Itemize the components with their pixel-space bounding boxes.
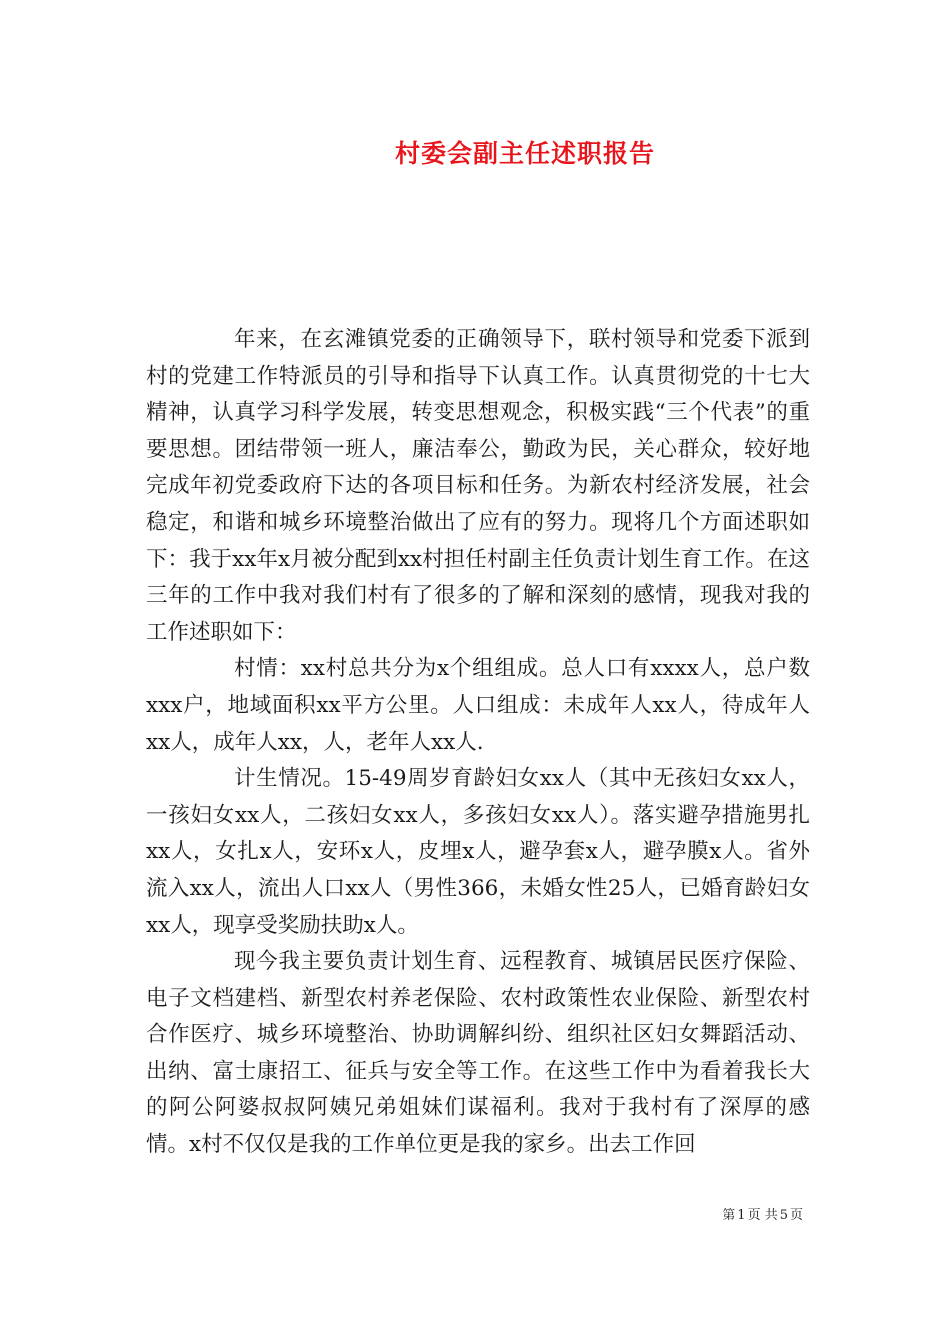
footer-suffix: 页: [789, 1208, 803, 1223]
footer-current-page: 1: [737, 1208, 746, 1223]
paragraph-family-planning: 计生情况。15-49周岁育龄妇女xx人（其中无孩妇女xx人，一孩妇女xx人，二孩妇女xx人，多孩妇女xx人）。落实避孕措施男扎xx人，女扎x人，安环x人，皮埋x人，避孕套x人，避孕膜x人。省外流入xx人，流出人口xx人（男性366，未婚女性25人，已婚育龄妇女xx人，现享受奖励扶助x人。: [146, 766, 810, 938]
footer-total-pages: 5: [779, 1208, 788, 1223]
paragraph-intro: 年来，在玄滩镇党委的正确领导下，联村领导和党委下派到村的党建工作特派员的引导和指导下认真工作。认真贯彻党的十七大精神，认真学习科学发展，转变思想观念，积极实践“三个代表”的重要思想。团结带领一班人，廉洁奉公，勤政为民，关心群众，较好地完成年初党委政府下达的各项目标和任务。为新农村经济发展，社会稳定，和谐和城乡环境整治做出了应有的努力。现将几个方面述职如下：我于xx年x月被分配到xx村担任村副主任负责计划生育工作。在这三年的工作中我对我们村有了很多的了解和深刻的感情，现我对我的工作述职如下：: [146, 327, 810, 645]
paragraph-responsibilities: 现今我主要负责计划生育、远程教育、城镇居民医疗保险、电子文档建档、新型农村养老保险、农村政策性农业保险、新型农村合作医疗、城乡环境整治、协助调解纠纷、组织社区妇女舞蹈活动、出纳、富士康招工、征兵与安全等工作。在这些工作中为看着我长大的阿公阿婆叔叔阿姨兄弟姐妹们谋福利。我对于我村有了深厚的感情。x村不仅仅是我的工作单位更是我的家乡。出去工作回: [146, 949, 810, 1158]
document-title: 村委会副主任述职报告: [394, 139, 655, 168]
footer-middle: 页 共: [747, 1208, 778, 1223]
paragraph-village-info: 村情：xx村总共分为x个组组成。总人口有xxxx人，总户数xxx户，地域面积xx平方公里。人口组成：未成年人xx人，待成年人xx人，成年人xx，人，老年人xx人.: [146, 656, 810, 755]
page-number-footer: [721, 1204, 804, 1223]
footer-prefix: 第: [722, 1208, 736, 1223]
document-body: [146, 322, 810, 1164]
